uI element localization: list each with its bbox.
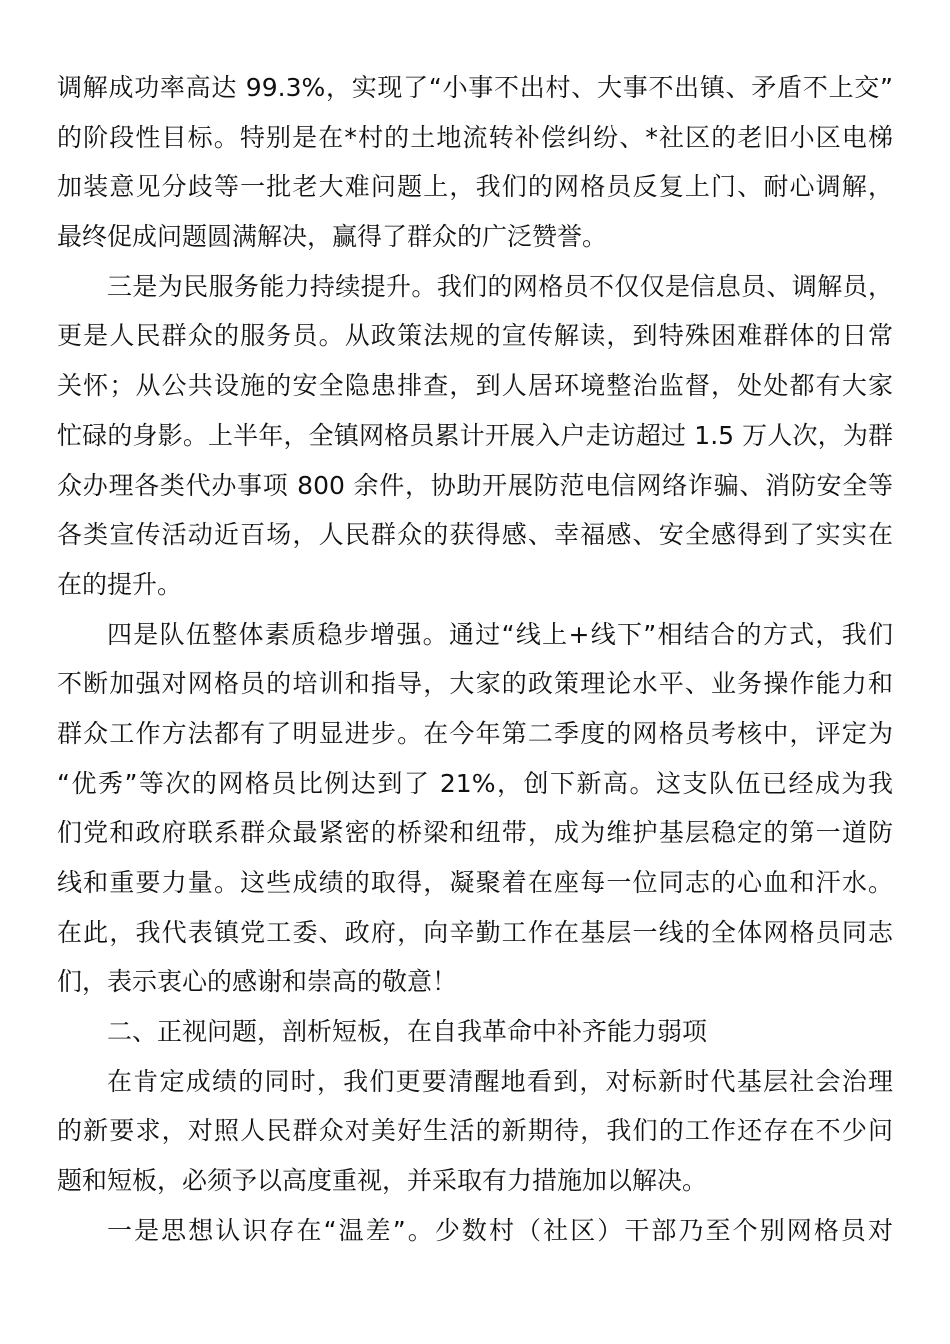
text-line: 忙碌的身影。上半年，全镇网格员累计开展入户走访超过 1.5 万人次，为群: [57, 420, 893, 450]
text-line: 关怀；从公共设施的安全隐患排查，到人居环境整治监督，处处都有大家: [57, 371, 893, 401]
text-line: 的新要求，对照人民群众对美好生活的新期待，我们的工作还存在不少问: [57, 1116, 893, 1146]
text-line: 更是人民群众的服务员。从政策法规的宣传解读，到特殊困难群体的日常: [57, 321, 893, 351]
text-line: 不断加强对网格员的培训和指导，大家的政策理论水平、业务操作能力和: [57, 669, 893, 699]
text-line: 最终促成问题圆满解决，赢得了群众的广泛赞誉。: [57, 222, 608, 252]
paragraph-4-first-line: 四是队伍整体素质稳步增强。通过“线上+线下”相结合的方式，我们: [107, 619, 893, 649]
text-line: 们，表示衷心的感谢和崇高的敬意！: [57, 967, 458, 997]
text-line: 线和重要力量。这些成绩的取得，凝聚着在座每一位同志的心血和汗水。: [57, 868, 893, 897]
paragraph-3-first-line: 三是为民服务能力持续提升。我们的网格员不仅仅是信息员、调解员，: [107, 271, 893, 301]
text-line: 群众工作方法都有了明显进步。在今年第二季度的网格员考核中，评定为: [57, 718, 893, 748]
paragraph-point-1-first-line: 一是思想认识存在“温差”。少数村（社区）干部乃至个别网格员对: [107, 1215, 893, 1245]
text-line: 调解成功率高达 99.3%，实现了“小事不出村、大事不出镇、矛盾不上交”: [57, 73, 893, 102]
document-body: [57, 63, 893, 1256]
section-heading: 二、正视问题，剖析短板，在自我革命中补齐能力弱项: [107, 1017, 708, 1047]
text-line: 众办理各类代办事项 800 余件，协助开展防范电信网络诈骗、消防安全等: [57, 470, 893, 500]
text-line: 加装意见分歧等一批老大难问题上，我们的网格员反复上门、耐心调解，: [57, 172, 893, 202]
text-line: 在此，我代表镇党工委、政府，向辛勤工作在基层一线的全体网格员同志: [57, 917, 893, 947]
text-line: “优秀”等次的网格员比例达到了 21%，创下新高。这支队伍已经成为我: [57, 768, 893, 798]
text-line: 们党和政府联系群众最紧密的桥梁和纽带，成为维护基层稳定的第一道防: [57, 818, 893, 848]
text-line: 题和短板，必须予以高度重视，并采取有力措施加以解决。: [57, 1166, 708, 1196]
text-line: 在的提升。: [57, 569, 183, 599]
text-line: 各类宣传活动近百场，人民群众的获得感、幸福感、安全感得到了实实在: [57, 520, 893, 550]
text-line: 的阶段性目标。特别是在*村的土地流转补偿纠纷、*社区的老旧小区电梯: [57, 122, 893, 152]
paragraph-section-2-first-line: 在肯定成绩的同时，我们更要清醒地看到，对标新时代基层社会治理: [107, 1066, 893, 1096]
